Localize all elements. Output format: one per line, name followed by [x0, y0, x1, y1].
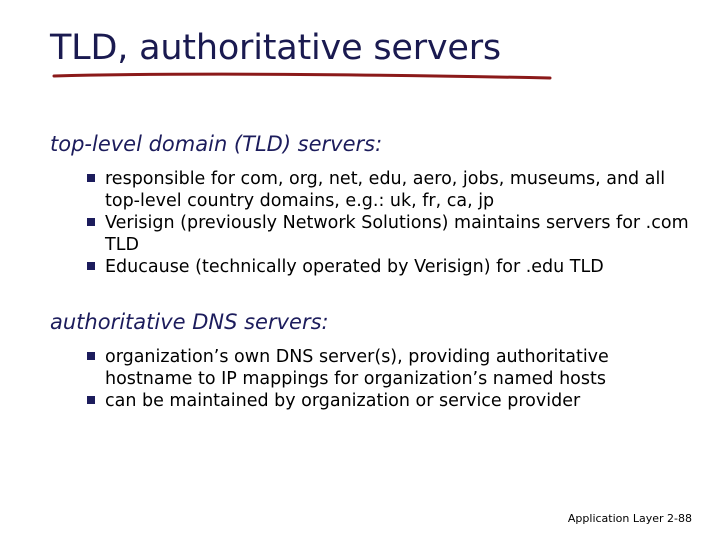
title-underline: [52, 70, 552, 82]
bullet-list-authoritative: [87, 346, 697, 412]
square-bullet-icon: [87, 262, 95, 270]
square-bullet-icon: [87, 174, 95, 182]
bullet-item: [87, 168, 697, 212]
bullet-item: [87, 390, 697, 412]
bullet-text: can be maintained by organization or service provider: [105, 391, 581, 411]
bullet-text: Educause (technically operated by Verisign) for .edu TLD: [105, 257, 604, 277]
slide-title: TLD, authoritative servers: [50, 28, 501, 68]
bullet-text: Verisign (previously Network Solutions) maintains servers for .com TLD: [105, 213, 689, 255]
bullet-item: [87, 212, 697, 256]
bullet-item: [87, 346, 697, 390]
section-heading-authoritative: authoritative DNS servers:: [50, 310, 329, 334]
bullet-item: [87, 256, 697, 278]
bullet-text: responsible for com, org, net, edu, aero, jobs, museums, and all top-level country domains, e.g.: uk, fr, ca, jp: [105, 169, 666, 211]
bullet-list-tld: [87, 168, 697, 278]
footer-page-label: Application Layer 2-88: [567, 512, 692, 525]
bullet-text: organization’s own DNS server(s), providing authoritative hostname to IP mappings for organization’s named hosts: [105, 347, 609, 389]
square-bullet-icon: [87, 218, 95, 226]
square-bullet-icon: [87, 396, 95, 404]
square-bullet-icon: [87, 352, 95, 360]
section-heading-tld: top-level domain (TLD) servers:: [50, 132, 383, 156]
